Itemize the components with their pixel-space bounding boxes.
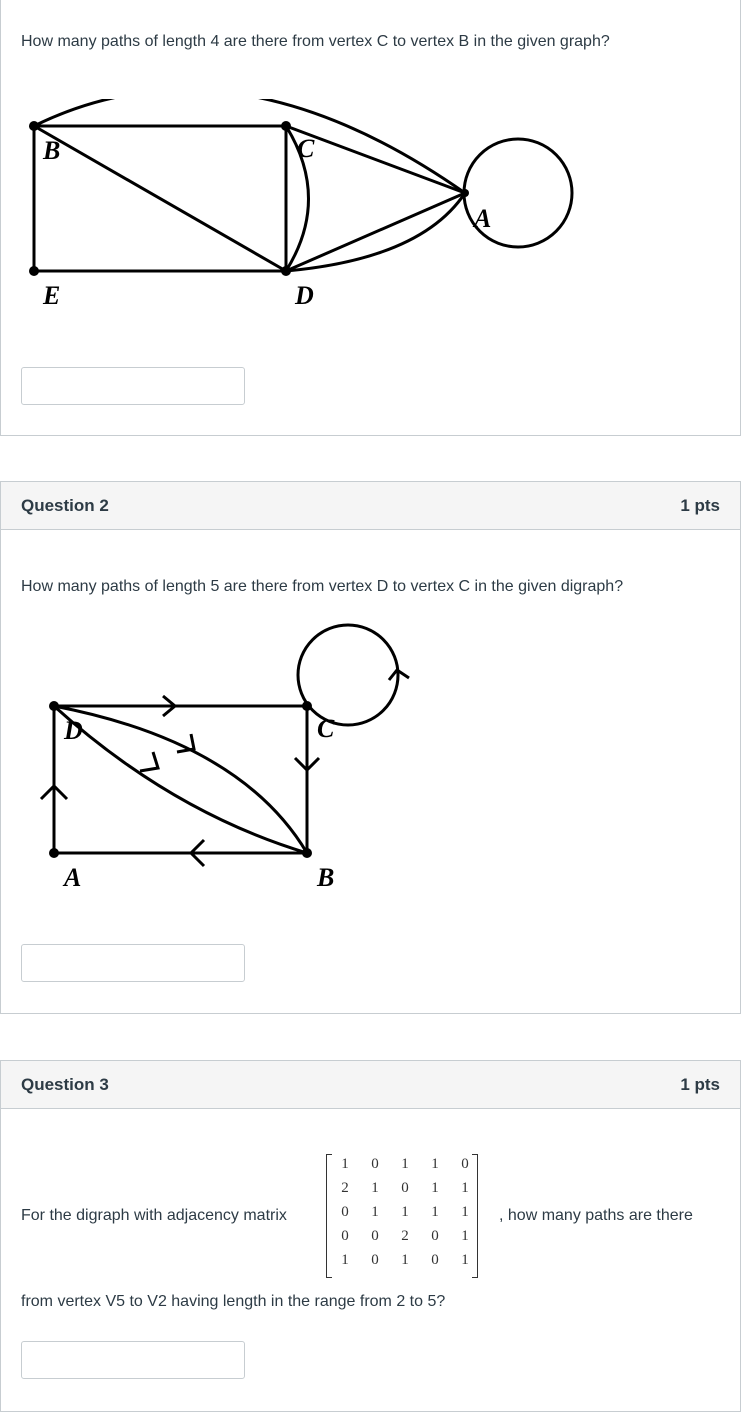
vertex-label-c: C bbox=[317, 714, 335, 743]
matrix-row bbox=[330, 1152, 480, 1176]
matrix-cell: 0 bbox=[371, 1227, 379, 1244]
matrix-row bbox=[330, 1248, 480, 1272]
question-3-answer-input[interactable] bbox=[21, 1341, 245, 1379]
edge-b-a-arc bbox=[34, 99, 465, 193]
question-1-card bbox=[0, 0, 741, 436]
matrix-cell: 0 bbox=[431, 1251, 439, 1268]
vertex-a bbox=[461, 189, 469, 197]
matrix-cell: 1 bbox=[461, 1203, 469, 1220]
arrowhead-d-b-lower bbox=[140, 752, 158, 771]
adjacency-matrix bbox=[322, 1152, 482, 1282]
question-2-header bbox=[1, 482, 740, 530]
question-2-points: 1 pts bbox=[680, 495, 720, 515]
vertex-label-b: B bbox=[43, 136, 61, 165]
matrix-row bbox=[330, 1176, 480, 1200]
question-3-text-before: For the digraph with adjacency matrix bbox=[21, 1207, 287, 1224]
vertex-label-d: D bbox=[295, 281, 314, 310]
question-1-text: How many paths of length 4 are there from vertex C to vertex B in the given graph? bbox=[21, 33, 610, 50]
matrix-cell: 1 bbox=[401, 1251, 409, 1268]
matrix-cell: 1 bbox=[461, 1227, 469, 1244]
vertex-label-a: A bbox=[64, 863, 82, 892]
matrix-cell: 1 bbox=[431, 1179, 439, 1196]
vertex-b bbox=[302, 848, 312, 858]
matrix-cell: 1 bbox=[401, 1203, 409, 1220]
matrix-cell: 1 bbox=[461, 1251, 469, 1268]
matrix-cell: 1 bbox=[401, 1155, 409, 1172]
matrix-cell: 2 bbox=[401, 1227, 409, 1244]
question-2-text: How many paths of length 5 are there from vertex D to vertex C in the given digraph? bbox=[21, 578, 624, 595]
question-2-answer-input[interactable] bbox=[21, 944, 245, 982]
question-1-graph bbox=[1, 99, 601, 329]
matrix-cell: 1 bbox=[371, 1203, 379, 1220]
vertex-label-c: C bbox=[297, 134, 315, 163]
matrix-cell: 1 bbox=[371, 1179, 379, 1196]
question-2-digraph bbox=[1, 612, 601, 902]
question-2-card bbox=[0, 481, 741, 1014]
matrix-cell: 0 bbox=[371, 1251, 379, 1268]
matrix-cell: 0 bbox=[341, 1203, 349, 1220]
vertex-d bbox=[49, 701, 59, 711]
question-3-text-after: , how many paths are there bbox=[499, 1207, 693, 1224]
matrix-cell: 0 bbox=[341, 1227, 349, 1244]
vertex-a bbox=[49, 848, 59, 858]
matrix-cell: 1 bbox=[341, 1155, 349, 1172]
vertex-c bbox=[302, 701, 312, 711]
loop-c bbox=[298, 625, 398, 725]
question-3-text-line2: from vertex V5 to V2 having length in the range from 2 to 5? bbox=[21, 1293, 446, 1310]
edge-b-d bbox=[34, 126, 286, 271]
question-2-title: Question 2 bbox=[21, 495, 109, 515]
vertex-label-e: E bbox=[43, 281, 61, 310]
edge-d-a bbox=[286, 193, 465, 271]
vertex-e bbox=[29, 266, 39, 276]
question-3-header bbox=[1, 1061, 740, 1109]
arc-d-b-upper bbox=[54, 706, 307, 853]
matrix-cell: 1 bbox=[461, 1179, 469, 1196]
question-3-points: 1 pts bbox=[680, 1074, 720, 1094]
matrix-cell: 0 bbox=[401, 1179, 409, 1196]
vertex-label-d: D bbox=[64, 716, 83, 745]
question-3-title: Question 3 bbox=[21, 1074, 109, 1094]
matrix-row bbox=[330, 1224, 480, 1248]
matrix-cell: 0 bbox=[371, 1155, 379, 1172]
question-1-answer-input[interactable] bbox=[21, 367, 245, 405]
matrix-cell: 2 bbox=[341, 1179, 349, 1196]
vertex-label-b: B bbox=[317, 863, 335, 892]
matrix-cell: 1 bbox=[341, 1251, 349, 1268]
matrix-row bbox=[330, 1200, 480, 1224]
matrix-cell: 0 bbox=[461, 1155, 469, 1172]
arc-d-b-lower bbox=[54, 706, 307, 853]
vertex-b bbox=[29, 121, 39, 131]
matrix-cell: 0 bbox=[431, 1227, 439, 1244]
matrix-cell: 1 bbox=[431, 1155, 439, 1172]
matrix-cell: 1 bbox=[431, 1203, 439, 1220]
matrix-table bbox=[330, 1152, 480, 1272]
vertex-c bbox=[281, 121, 291, 131]
vertex-label-a: A bbox=[474, 204, 492, 233]
vertex-d bbox=[281, 266, 291, 276]
